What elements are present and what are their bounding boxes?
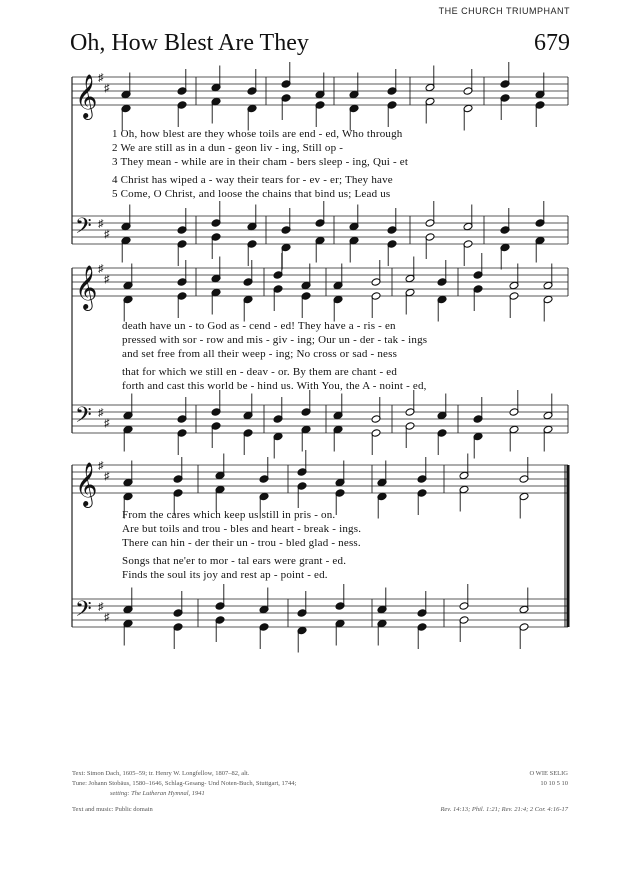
sharp-icon: ♯ — [98, 218, 104, 230]
public-domain-note: Text and music: Public domain — [72, 806, 153, 813]
treble-clef-icon: 𝄞 — [75, 74, 98, 118]
meter: 10 10 5 10 — [540, 780, 568, 787]
sharp-icon: ♯ — [104, 417, 110, 430]
lyric-line: 1 Oh, how blest are they whose toils are end - ed, Who through — [112, 128, 403, 140]
sharp-icon: ♯ — [98, 263, 104, 275]
tune-name: O WIE SELIG — [529, 770, 568, 777]
bass-clef-icon: 𝄢 — [75, 597, 92, 627]
text-credit: Text: Simon Dach, 1605–59; tr. Henry W. Longfellow, 1807–82, alt. — [72, 770, 250, 777]
setting-credit: setting: The Lutheran Hymnal, 1941 — [110, 790, 205, 797]
lyric-line: death have un - to God as - cend - ed! They have a - ris - en — [122, 320, 396, 332]
lyric-line: Songs that ne'er to mor - tal ears were grant - ed. — [122, 555, 347, 567]
tune-credit: Tune: Johann Stobäus, 1580–1646, Schlag-Gesang- Und Noten-Buch, Stuttgart, 1744; — [72, 780, 297, 787]
lyric-line: and set free from all their weep - ing; No cross or sad - ness — [122, 348, 398, 360]
sharp-icon: ♯ — [104, 611, 110, 624]
sharp-icon: ♯ — [104, 228, 110, 241]
lyric-line: forth and cast this world be - hind us. With You, the A - noint - ed, — [122, 380, 427, 392]
bass-clef-icon: 𝄢 — [75, 403, 92, 433]
sharp-icon: ♯ — [104, 273, 110, 286]
sharp-icon: ♯ — [98, 460, 104, 472]
treble-clef-icon: 𝄞 — [75, 462, 98, 506]
lyric-line: From the cares which keep us still in pris - on. — [122, 509, 336, 521]
lyric-line: There can hin - der their un - trou - bled glad - ness. — [122, 537, 361, 549]
section-heading: THE CHURCH TRIUMPHANT — [438, 6, 570, 16]
bass-clef-icon: 𝄢 — [75, 214, 92, 244]
sharp-icon: ♯ — [98, 72, 104, 84]
lyric-line: 3 They mean - while are in their cham - bers sleep - ing, Qui - et — [112, 156, 409, 168]
lyric-line: 4 Christ has wiped a - way their tears for - ev - er; They have — [112, 174, 393, 186]
lyric-line: Are but toils and trou - bles and heart - break - ings. — [122, 523, 362, 535]
sharp-icon: ♯ — [104, 82, 110, 95]
hymn-number: 679 — [534, 30, 570, 56]
lyric-line: Finds the soul its joy and rest ap - point - ed. — [122, 569, 328, 581]
lyric-line: 2 We are still as in a dun - geon liv - ing, Still op - — [112, 142, 344, 154]
sharp-icon: ♯ — [98, 407, 104, 419]
scripture-references: Rev. 14:13; Phil. 1:21; Rev. 21:4; 2 Cor. 4:16-17 — [440, 806, 568, 813]
sharp-icon: ♯ — [104, 470, 110, 483]
lyric-line: pressed with sor - row and mis - giv - ing; Our un - der - tak - ings — [122, 334, 428, 346]
lyric-line: that for which we still en - deav - or. By them are chant - ed — [122, 366, 398, 378]
lyric-line: 5 Come, O Christ, and loose the chains that bind us; Lead us — [112, 188, 391, 200]
hymn-title: Oh, How Blest Are They — [70, 30, 309, 56]
sharp-icon: ♯ — [98, 601, 104, 613]
treble-clef-icon: 𝄞 — [75, 265, 98, 309]
